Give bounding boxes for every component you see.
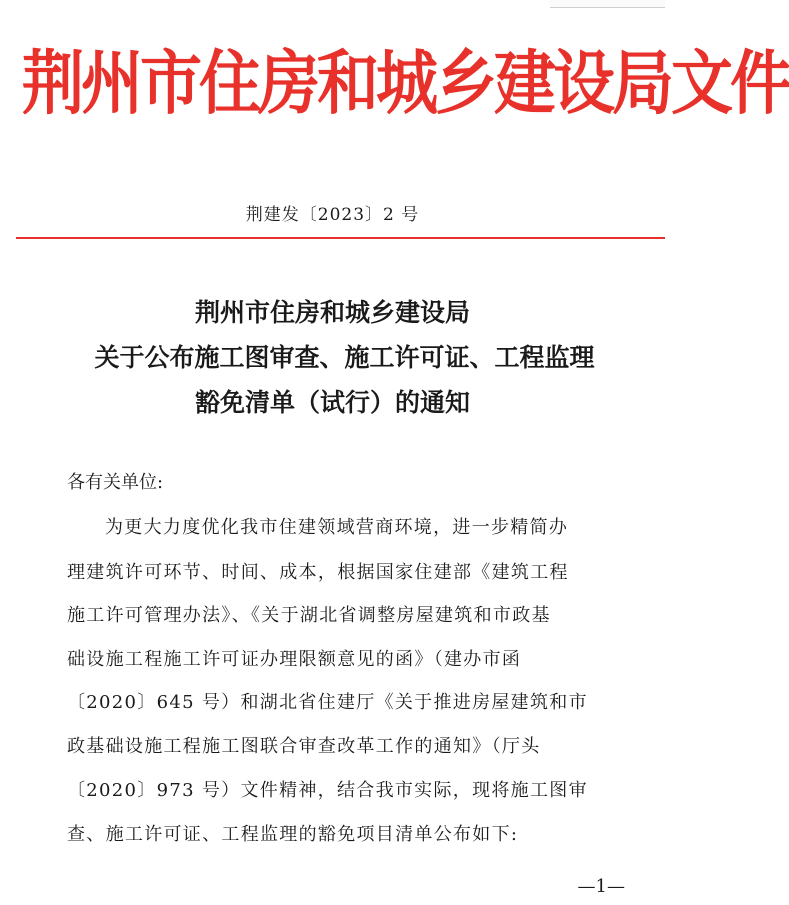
body-line-4: 础设施工程施工许可证办理限额意见的函》（建办市函 bbox=[67, 649, 522, 670]
body-line-6: 政基础设施工程施工图联合审查改革工作的通知》（厅头 bbox=[67, 736, 541, 757]
body-line-7: 〔2020〕973 号）文件精神，结合我市实际，现将施工图审 bbox=[67, 780, 588, 801]
body-line-2: 理建筑许可环节、时间、成本，根据国家住建部《建筑工程 bbox=[67, 562, 569, 583]
red-divider-line bbox=[16, 237, 665, 239]
body-line-5: 〔2020〕645 号）和湖北省住建厅《关于推进房屋建筑和市 bbox=[67, 692, 588, 713]
page-number: —1— bbox=[577, 876, 625, 897]
document-number: 荆建发〔2023〕2 号 bbox=[245, 205, 420, 225]
body-line-3: 施工许可管理办法》、《关于湖北省调整房屋建筑和市政基 bbox=[67, 605, 551, 626]
body-line-8: 查、施工许可证、工程监理的豁免项目清单公布如下: bbox=[67, 824, 519, 845]
salutation: 各有关单位: bbox=[67, 472, 164, 493]
red-masthead: 荆州市住房和城乡建设局文件 bbox=[22, 42, 789, 124]
top-toolbar-fragment bbox=[550, 0, 665, 8]
title-line-1: 荆州市住房和城乡建设局 bbox=[194, 298, 470, 327]
title-line-2: 关于公布施工图审查、施工许可证、工程监理 bbox=[94, 343, 595, 372]
title-line-3: 豁免清单（试行）的通知 bbox=[194, 388, 470, 417]
body-line-1: 为更大力度优化我市住建领域营商环境，进一步精简办 bbox=[105, 517, 569, 538]
